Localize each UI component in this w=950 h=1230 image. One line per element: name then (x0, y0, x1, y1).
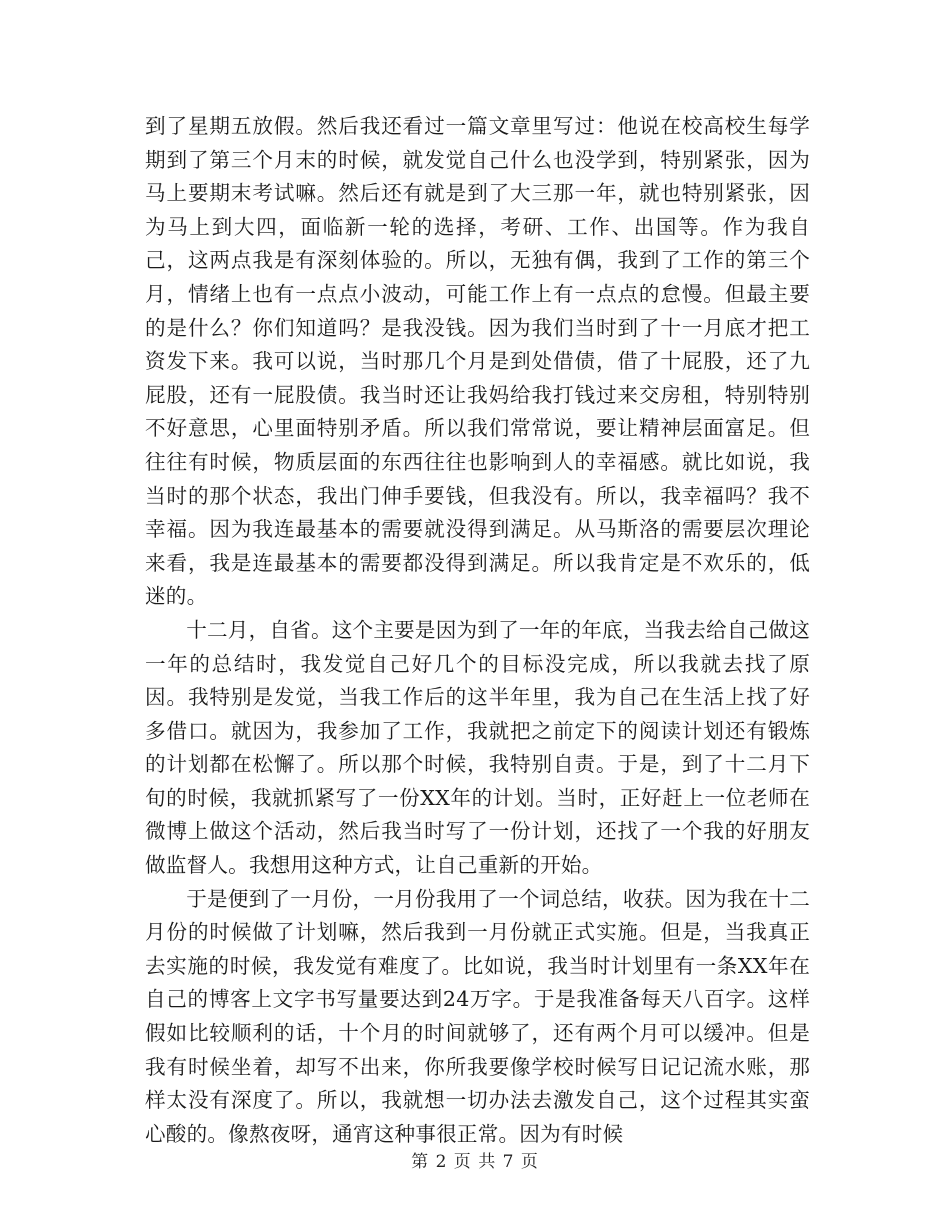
footer-total-pages: 7 (502, 1152, 515, 1172)
footer-middle: 页 共 (453, 1152, 497, 1172)
paragraph-1: 到了星期五放假。然后我还看过一篇文章里写过：他说在校高校生每学期到了第三个月末的时候，就发觉自己什么也没学到，特别紧张，因为马上要期末考试嘛。然后还有就是到了大三那一年，就也特别紧张，因为马上到大四，面临新一轮的选择，考研、工作、出国等。作为我自己，这两点我是有深刻体验的。所以，无独有偶，我到了工作的第三个月，情绪上也有一点点小波动，可能工作上有一点点的怠慢。但最主要的是什么？你们知道吗？是我没钱。因为我们当时到了十一月底才把工资发下来。我可以说，当时那几个月是到处借债，借了十屁股，还了九屁股，还有一屁股债。我当时还让我妈给我打钱过来交房租，特别特别不好意思，心里面特别矛盾。所以我们常常说，要让精神层面富足。但往往有时候，物质层面的东西往往也影响到人的幸福感。就比如说，我当时的那个状态，我出门伸手要钱，但我没有。所以，我幸福吗？我不幸福。因为我连最基本的需要就没得到满足。从马斯洛的需要层次理论来看，我是连最基本的需要都没得到满足。所以我肯定是不欢乐的，低迷的。 (145, 114, 810, 609)
paragraph-3: 于是便到了一月份，一月份我用了一个词总结，收获。因为我在十二月份的时候做了计划嘛，然后我到一月份就正式实施。但是，当我真正去实施的时候，我发觉有难度了。比如说，我当时计划里有一条XX年在自己的博客上文字书写量要达到24万字。于是我准备每天八百字。这样假如比较顺利的话，十个月的时间就够了，还有两个月可以缓冲。但是我有时候坐着，却写不出来，你所我要像学校时候写日记记流水账，那样太没有深度了。所以，我就想一切办法去激发自己，这个过程其实蛮心酸的。像熬夜呀，通宵这种事很正常。因为有时候 (145, 886, 810, 1146)
footer-prefix: 第 (411, 1152, 430, 1172)
page-number-footer (0, 1147, 950, 1172)
document-body (145, 110, 810, 1151)
footer-current-page: 2 (435, 1152, 448, 1172)
footer-suffix: 页 (520, 1152, 539, 1172)
paragraph-2: 十二月，自省。这个主要是因为到了一年的年底，当我去给自己做这一年的总结时，我发觉自己好几个的目标没完成，所以我就去找了原因。我特别是发觉，当我工作后的这半年里，我为自己在生活上找了好多借口。就因为，我参加了工作，我就把之前定下的阅读计划还有锻炼的计划都在松懈了。所以那个时候，我特别自责。于是，到了十二月下旬的时候，我就抓紧写了一份XX年的计划。当时，正好赶上一位老师在微博上做这个活动，然后我当时写了一份计划，还找了一个我的好朋友做监督人。我想用这种方式，让自己重新的开始。 (145, 617, 810, 878)
